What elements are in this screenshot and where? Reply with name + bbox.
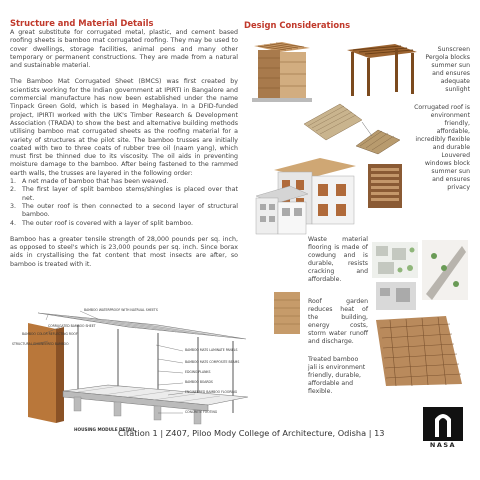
list-item: 2. The first layer of split bamboo stems/shingles is placed over that net. [10, 186, 238, 202]
diagram-label: BAMBOO BOARDS [185, 380, 213, 384]
diagram-label: CORRUGATED BAMBOO SHEET [48, 324, 96, 328]
design-note-bamboo-jali: Treated bamboo jali is environment friendly, durable, affordable and flexible. [308, 356, 366, 395]
diagram-label: ENGINEERED BAMBOO FLOORING [185, 390, 238, 394]
design-note-roof-garden: Roof garden reduces heat of the building, energy costs, storm water runoff and discharge. [308, 298, 368, 345]
diagram-label: BAMBOO MATS COMPOSITE BEAMS [185, 360, 240, 364]
structure-text [10, 29, 238, 269]
list-item: 4. The outer roof is covered with a layer of split bamboo. [10, 219, 194, 227]
massing-model-render [250, 182, 310, 237]
diagram-label: CONCRETE FOOTING [185, 410, 218, 414]
pergola-structure-render [345, 40, 419, 98]
section-heading-structure: Structure and Material Details [10, 18, 154, 28]
list-item: 1. A net made of bamboo that has been weaved. [10, 178, 169, 186]
diagram-label: STRUCTURAL ENGINEERED BAMBOO [12, 342, 69, 346]
housing-module-diagram [8, 305, 256, 433]
tensile-paragraph: Bamboo has a greater tensile strength of 28,000 pounds per sq. inch, as opposed to steel's which is 23,000 pounds per sq. inch. Since borax aids in crystallising the fat content that most insects are after, so bamboo is treated with it. [10, 235, 238, 268]
diagram-title: HOUSING MODULE DETAIL [74, 427, 136, 432]
college-logo [423, 407, 463, 441]
site-plan-render [372, 238, 470, 314]
arch-icon [423, 407, 463, 441]
pergola-render [250, 34, 314, 106]
list-item: 3. The outer roof is then connected to a second layer of structural bamboo. [10, 202, 238, 219]
layer-list [10, 178, 238, 228]
corrugated-roof-render [300, 100, 410, 156]
footer-citation: Citation 1 | Z407, Piloo Mody College of Architecture, Odisha | 13 [118, 428, 385, 438]
design-note-pergola: Sunscreen Pergola blocks summer sun and ensures adequate sunlight [425, 46, 470, 93]
bamboo-jali-render [372, 314, 468, 388]
design-note-waste-flooring: Waste material flooring is made of cowdung and is durable, resists cracking and affordable. [308, 236, 368, 283]
louver-window-render [366, 162, 406, 212]
intro-paragraph: A great substitute for corrugated metal, plastic, and cement based roofing sheets is bamboo mat corrugated roofing. They may be used to cover dwellings, storage facilities, animal pens and many other temporary or permanent constructions. They are made from a natural and sustainable material. [10, 29, 238, 70]
bmcs-paragraph: The Bamboo Mat Corrugated Sheet (BMCS) was first created by scientists working for the Indian government at IPIRTI in Bangalore and commercial manufacture has now been established under the name Tinpack Green Gold, which is based in Meghalaya. In a DFID-funded project, IPIRTI worked with the UK's Timber Research & Development Association (TRADA) to show the best and alternative building methods utilising bamboo mat corrugated sheets as the roofing material for a variety of structures at the pilot site. The bamboo trusses are initially coated with two to three coats of rubber tree oil (naam yang), which must first be thinned due to its viscosity. The oil aids in preventing moisture damage to the bamboo. After being fastened to the rammed earth walls, the trusses are layered in the following order: [10, 78, 238, 177]
diagram-label: BAMBOO MATS LAMINATE PANELS [185, 348, 238, 352]
section-heading-design: Design Considerations [244, 20, 351, 30]
diagram-label: BAMBOO WATERPROOF WITH NATRUAL SHEETS [84, 308, 158, 312]
design-note-louvers: Louvered windows block summer sun and ensures privacy [424, 152, 470, 191]
wall-panel [28, 323, 56, 423]
wall-section-render [270, 290, 304, 336]
diagram-label: BAMBOO COLOR REFLECTING ROOF [22, 332, 78, 336]
design-note-corrugated-roof: Corrugated roof is environment friendly, affordable, incredibly flexible and durable [414, 104, 470, 151]
logo-text: NASA [429, 441, 457, 449]
diagram-label: EDGING PLANKS [185, 370, 211, 374]
